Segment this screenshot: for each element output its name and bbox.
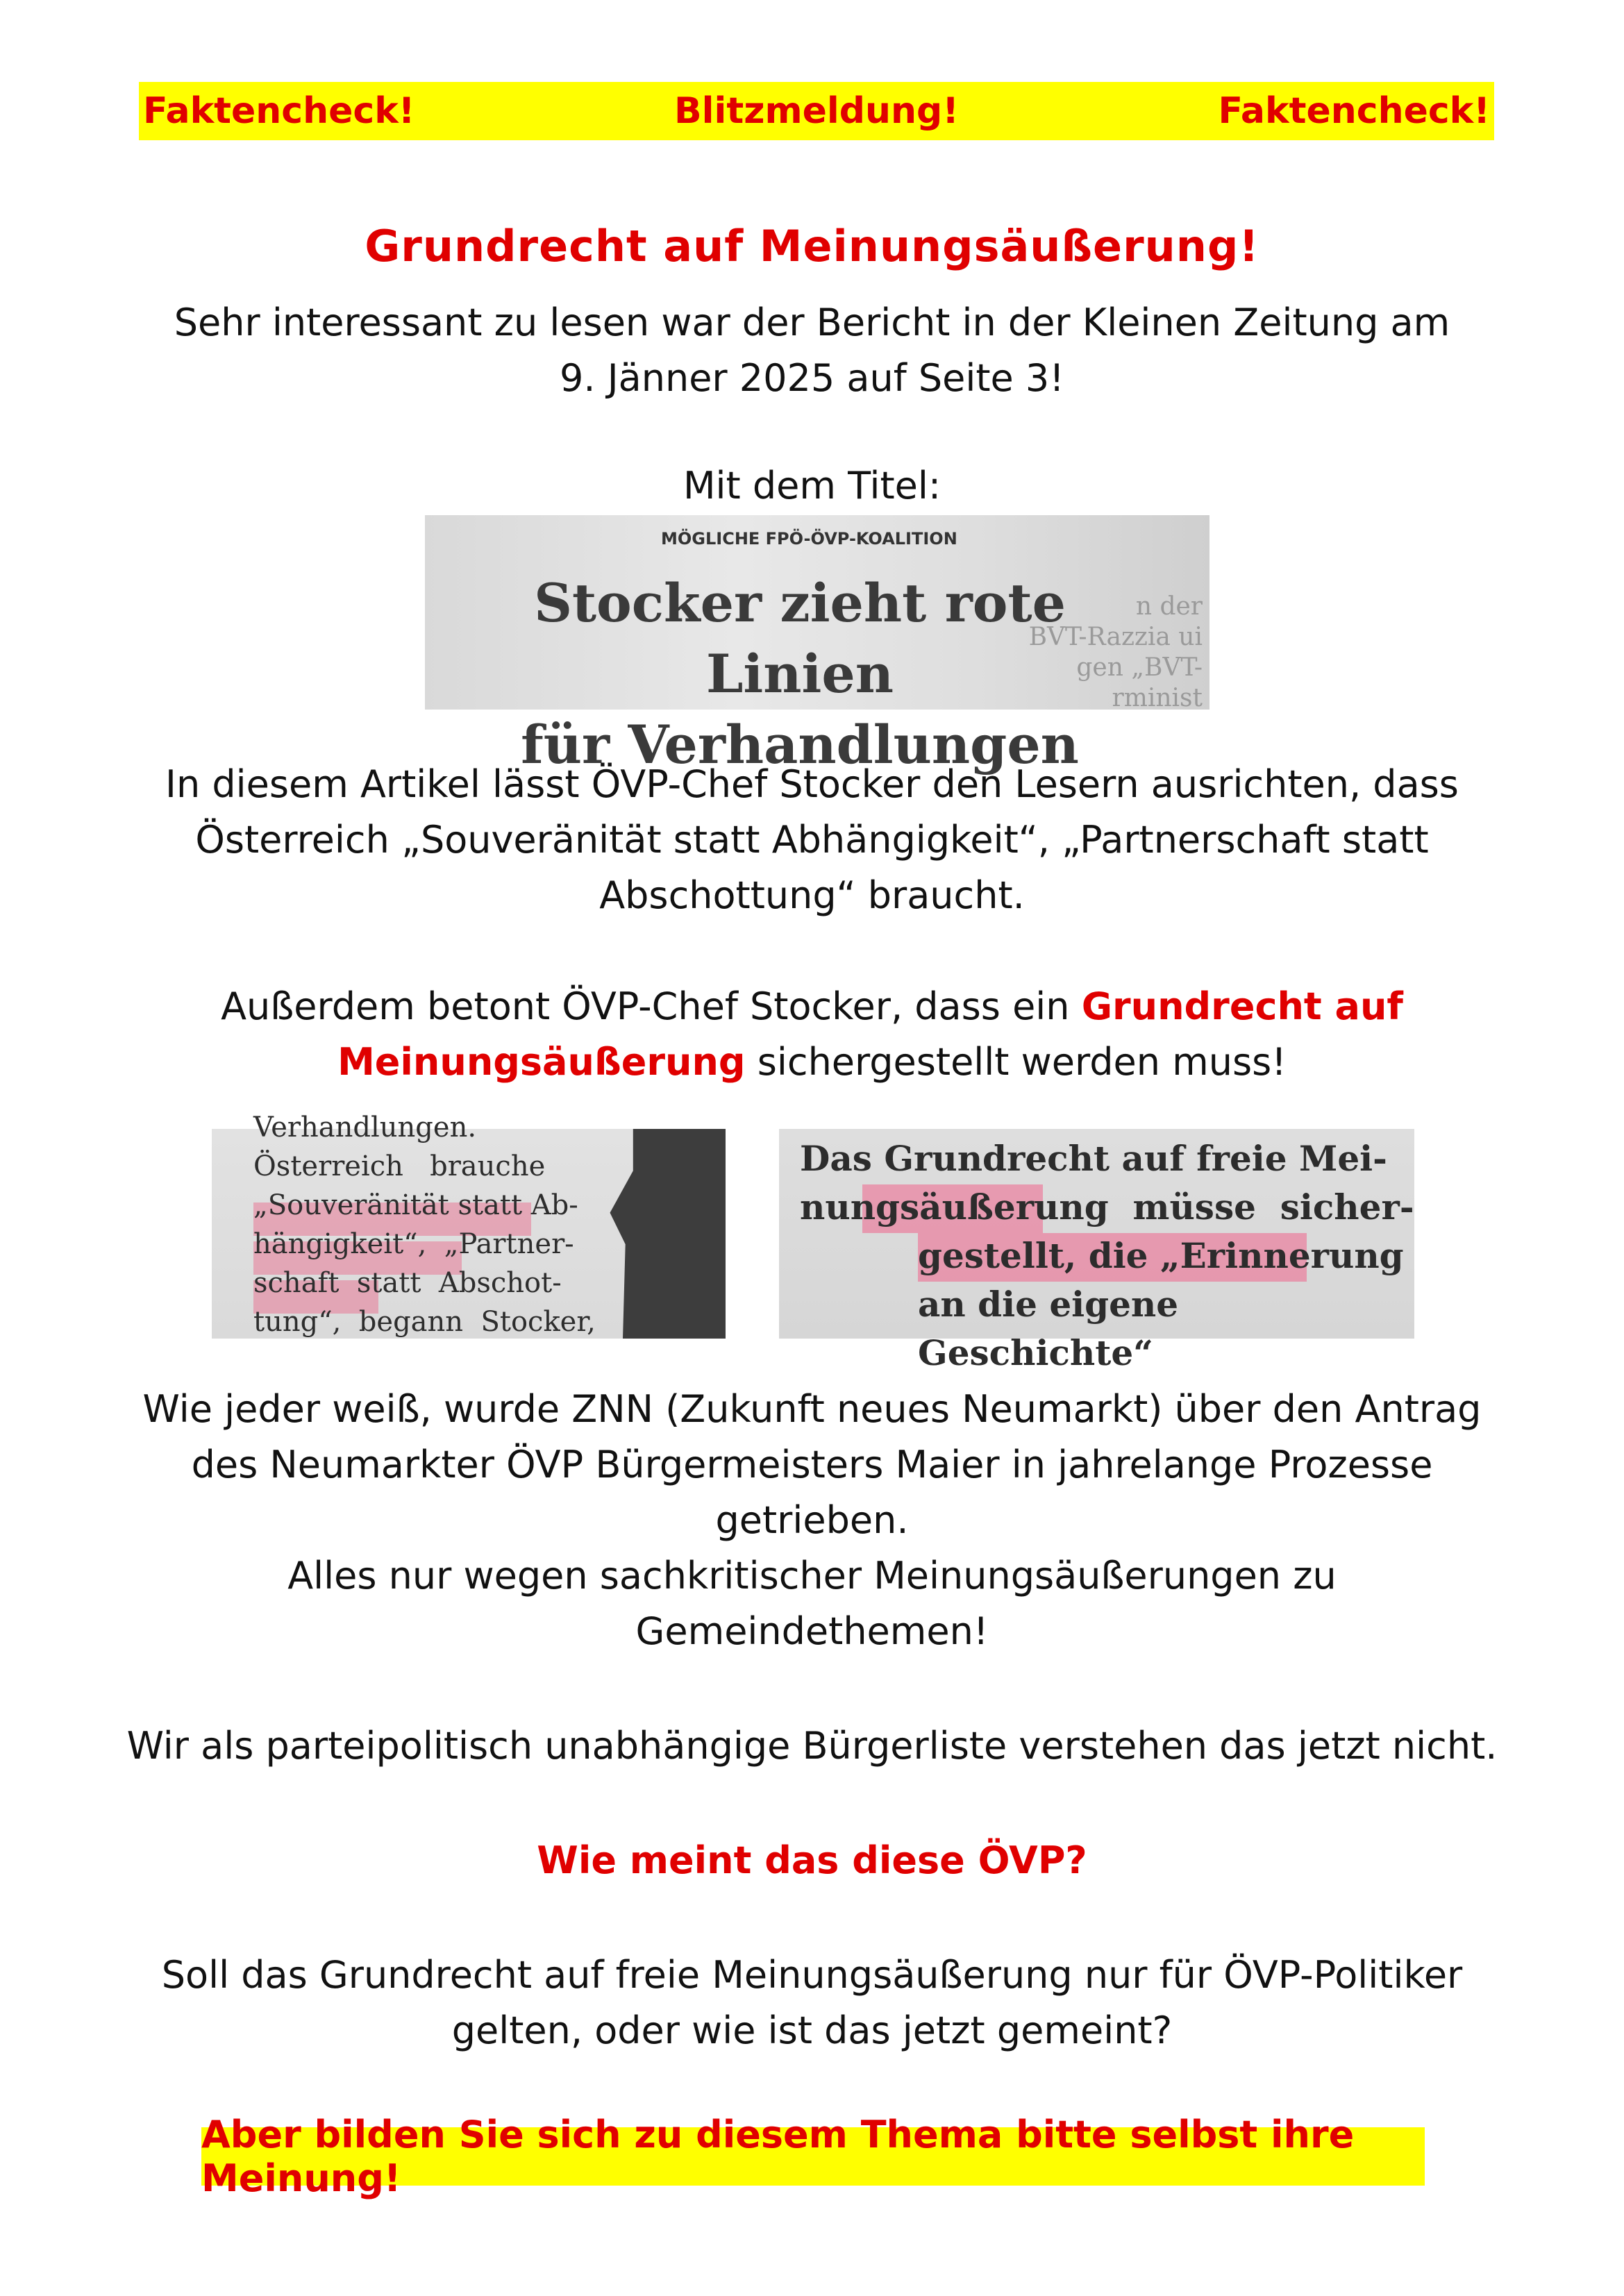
top-banner <box>139 82 1494 140</box>
intro-line-2: 9. Jänner 2025 auf Seite 3! <box>560 356 1064 400</box>
article-paragraph <box>104 757 1520 923</box>
banner-left-label: Faktencheck! <box>143 90 415 132</box>
betont-line-2-red: Meinungsäußerung <box>337 1040 746 1084</box>
footer-text: Aber bilden Sie sich zu diesem Thema bitte selbst ihre Meinung! <box>201 2113 1355 2200</box>
quote-right-line-1: Das Grundrecht auf freie Mei- <box>800 1138 1387 1179</box>
intro-line-1: Sehr interessant zu lesen war der Bericht in der Kleinen Zeitung am <box>174 301 1450 344</box>
newspaper-quote-clipping-right <box>779 1129 1414 1373</box>
betont-paragraph <box>104 979 1520 1090</box>
betont-line-2 <box>104 1034 1520 1090</box>
quote-left-line-5: schaft statt Abschot- <box>253 1267 562 1299</box>
betont-line-1-plain: Außerdem betont ÖVP-Chef Stocker, dass ein <box>221 984 1082 1028</box>
znn-line-2: des Neumarkter ÖVP Bürgermeisters Maier in jahrelange Prozesse <box>191 1443 1433 1486</box>
newspaper-quote-clipping-left <box>212 1112 726 1339</box>
quote-right-line-2: nungsäußerung müsse sicher- <box>800 1187 1414 1227</box>
buergerliste-line: Wir als parteipolitisch unabhängige Bürgerliste verstehen das jetzt nicht. <box>126 1724 1498 1768</box>
article-line-2: Österreich „Souveränität statt Abhängigkeit“, „Partnerschaft statt <box>195 818 1429 862</box>
clipping-side-text-fragment: n der BVT-Razzia ui gen „BVT- rminist <box>1028 592 1203 712</box>
article-line-3: Abschottung“ braucht. <box>599 873 1025 917</box>
soll-line-1: Soll das Grundrecht auf freie Meinungsäußerung nur für ÖVP-Politiker <box>161 1953 1463 1997</box>
soll-line-2: gelten, oder wie ist das jetzt gemeint? <box>451 2009 1173 2052</box>
question-text: Wie meint das diese ÖVP? <box>537 1838 1087 1882</box>
quote-right-line-3: gestellt, die „Erinnerung <box>918 1235 1404 1276</box>
quote-left-line-3: „Souveränität statt Ab- <box>253 1189 578 1221</box>
soll-paragraph <box>104 1947 1520 2059</box>
quote-left-line-6: tung“, begann Stocker, <box>253 1306 596 1338</box>
page-title: Grundrecht auf Meinungsäußerung! <box>365 221 1259 271</box>
quote-right-line-4: an die eigene Geschichte“ <box>918 1284 1179 1373</box>
question-heading <box>104 1833 1520 1888</box>
znn-line-3: getrieben. <box>715 1498 909 1542</box>
betont-line-1 <box>104 979 1520 1034</box>
clipping-left-text <box>253 1112 596 1341</box>
clipping-right-text <box>800 1134 1414 1377</box>
quote-left-line-1: Verhandlungen. <box>253 1112 477 1143</box>
clipping-headline-line-2: für Verhandlungen <box>521 714 1079 776</box>
buergerliste-paragraph <box>104 1718 1520 1774</box>
intro-paragraph <box>104 295 1520 406</box>
newspaper-headline-clipping <box>425 515 1209 776</box>
znn-line-1: Wie jeder weiß, wurde ZNN (Zukunft neues Neumarkt) über den Antrag <box>142 1387 1482 1431</box>
mit-titel-label <box>104 458 1520 514</box>
quote-left-line-4: hängigkeit“, „Partner- <box>253 1228 574 1260</box>
mit-titel-text: Mit dem Titel: <box>683 464 941 508</box>
clipping-headline <box>494 568 1105 780</box>
clipping-headline-line-1: Stocker zieht rote Linien <box>534 572 1066 705</box>
article-line-1: In diesem Artikel lässt ÖVP-Chef Stocker den Lesern ausrichten, dass <box>165 762 1459 806</box>
znn-line-5: Gemeindethemen! <box>635 1609 989 1653</box>
betont-line-1-red: Grundrecht auf <box>1081 984 1403 1028</box>
footer-banner <box>201 2113 1425 2200</box>
banner-center-label: Blitzmeldung! <box>674 90 959 132</box>
quote-left-line-2: Österreich brauche <box>253 1150 546 1182</box>
betont-line-2-plain: sichergestellt werden muss! <box>745 1040 1287 1084</box>
clipping-kicker: MÖGLICHE FPÖ-ÖVP-KOALITION <box>661 529 957 548</box>
banner-right-label: Faktencheck! <box>1218 90 1490 132</box>
znn-paragraph <box>104 1382 1520 1659</box>
clipping-photo-edge <box>597 1129 726 1339</box>
znn-line-4: Alles nur wegen sachkritischer Meinungsäußerungen zu <box>287 1554 1337 1598</box>
